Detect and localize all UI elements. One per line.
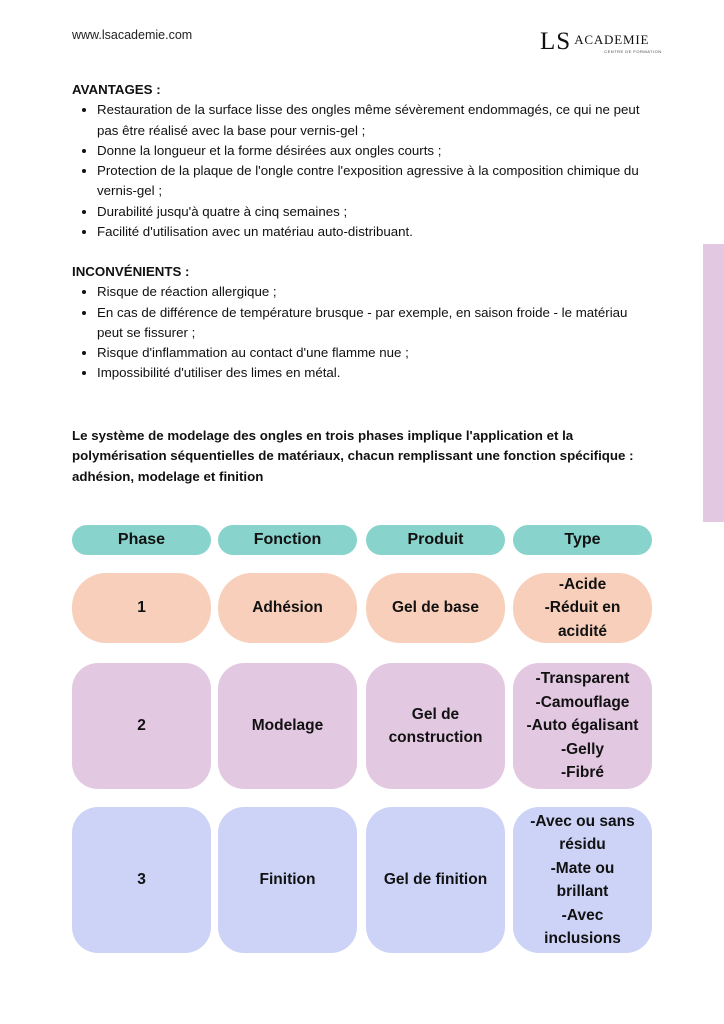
header-cell-fonction: Fonction — [218, 525, 357, 555]
produit-cell: Gel de base — [366, 573, 505, 643]
header-cell-produit: Produit — [366, 525, 505, 555]
type-line: résidu — [559, 836, 606, 853]
list-item: • En cas de différence de température brusque - par exemple, en saison froide - le matériau peut se fissurer ; — [97, 303, 652, 344]
type-line: -Avec — [561, 906, 604, 924]
list-item: • Donne la longueur et la forme désirées aux ongles courts ; — [97, 141, 652, 161]
type-line: -Fibré — [560, 764, 605, 782]
website-url: www.lsacademie.com — [72, 28, 193, 42]
list-item: • Risque de réaction allergique ; — [97, 282, 652, 302]
phase-cell: 3 — [72, 807, 211, 953]
side-tab-decoration — [703, 244, 724, 522]
logo-mark: LS — [540, 28, 572, 55]
fonction-cell: Adhésion — [218, 573, 357, 643]
type-line: -Mate ou — [550, 859, 615, 877]
intro-paragraph: Le système de modelage des ongles en trois phases implique l'application et la polymérisation séquentielles de matériaux, chacun remplissant une fonction spécifique : adhésion, modelage et finition — [72, 428, 634, 484]
ls-academie-logo — [540, 30, 662, 54]
header-cell-type: Type — [513, 525, 652, 555]
type-line: -Acide — [558, 575, 607, 593]
produit-cell: Gel de finition — [366, 807, 505, 953]
logo-subtitle: CENTRE DE FORMATION — [604, 49, 662, 54]
type-line: -Gelly — [560, 740, 605, 758]
list-item: • Facilité d'utilisation avec un matériau auto-distribuant. — [97, 222, 652, 242]
header-cell-phase: Phase — [72, 525, 211, 555]
avantages-section — [72, 80, 652, 242]
phase-cell: 2 — [72, 663, 211, 789]
type-cell — [513, 573, 652, 643]
phase-cell: 1 — [72, 573, 211, 643]
produit-cell: Gel de construction — [366, 663, 505, 789]
fonction-cell: Finition — [218, 807, 357, 953]
type-line: inclusions — [544, 930, 621, 947]
type-cell — [513, 807, 652, 953]
type-line: -Auto égalisant — [526, 717, 639, 735]
type-line: -Camouflage — [535, 693, 630, 711]
type-line: -Avec ou sans — [530, 812, 635, 830]
type-line: acidité — [557, 622, 608, 640]
fonction-cell: Modelage — [218, 663, 357, 789]
avantages-title: AVANTAGES : — [72, 82, 161, 97]
avantages-list — [72, 100, 652, 242]
inconvenients-section — [72, 262, 652, 384]
type-line: -Réduit en — [544, 599, 621, 617]
list-item: • Impossibilité d'utiliser des limes en métal. — [97, 363, 652, 383]
type-cell — [513, 663, 652, 789]
inconvenients-title: INCONVÉNIENTS : — [72, 264, 190, 279]
logo-name: ACADEMIE — [574, 32, 650, 47]
list-item: • Risque d'inflammation au contact d'une flamme nue ; — [97, 343, 652, 363]
type-line: brillant — [556, 883, 609, 900]
list-item: • Protection de la plaque de l'ongle contre l'exposition agressive à la composition chimique du vernis-gel ; — [97, 161, 652, 202]
list-item: • Durabilité jusqu'à quatre à cinq semaines ; — [97, 202, 652, 222]
list-item: • Restauration de la surface lisse des ongles même sévèrement endommagés, ce qui ne peut pas être réalisé avec la base pour vernis-gel ; — [97, 100, 652, 141]
type-line: -Transparent — [535, 670, 630, 688]
inconvenients-list — [72, 282, 652, 383]
